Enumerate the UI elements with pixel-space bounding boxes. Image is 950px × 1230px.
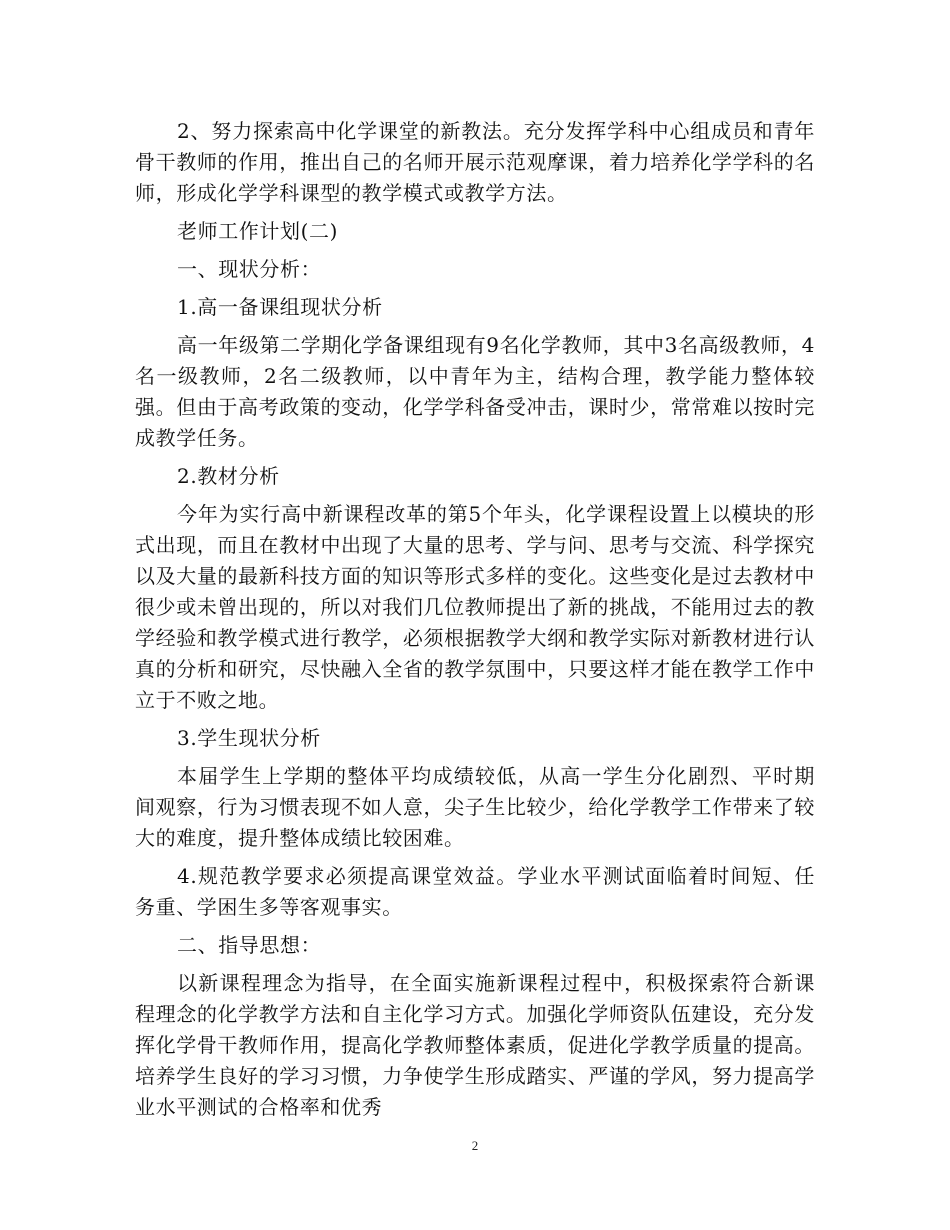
subheading-student-analysis: 3.学生现状分析 xyxy=(177,726,321,750)
subheading-textbook-analysis: 2.教材分析 xyxy=(177,464,280,488)
paragraph-guiding-ideology: 以新课程理念为指导，在全面实施新课程过程中，积极探索符合新课程理念的化学教学方法和自主化学习方式。加强化学师资队伍建设，充分发挥化学骨干教师作用，提高化学教师整体素质，促进化学教学质量的提高。培养学生良好的学习习惯，力争使学生形成踏实、严谨的学风，努力提高学业水平测试的合格率和优秀 xyxy=(135,971,815,1119)
paragraph-student-analysis: 本届学生上学期的整体平均成绩较低，从高一学生分化剧烈、平时期间观察，行为习惯表现不如人意，尖子生比较少，给化学教学工作带来了较大的难度，提升整体成绩比较困难。 xyxy=(135,764,815,850)
subheading-group-analysis: 1.高一备课组现状分析 xyxy=(177,295,383,319)
paragraph-group-analysis: 高一年级第二学期化学备课组现有9名化学教师，其中3名高级教师，4名一级教师，2名二级教师，以中青年为主，结构合理，教学能力整体较强。但由于高考政策的变动，化学学科备受冲击，课时少，常常难以按时完成教学任务。 xyxy=(135,333,815,450)
paragraph-teaching-requirements: 4.规范教学要求必须提高课堂效益。学业水平测试面临着时间短、任务重、学困生多等客观事实。 xyxy=(135,864,815,919)
document-body xyxy=(135,116,815,1130)
heading-situation-analysis: 一、现状分析： xyxy=(177,257,322,281)
section-title-plan-two: 老师工作计划(二) xyxy=(177,219,339,243)
page-number: 2 xyxy=(471,1138,479,1153)
paragraph-teaching-method: 2、努力探索高中化学课堂的新教法。充分发挥学科中心组成员和青年骨干教师的作用，推出自己的名师开展示范观摩课，着力培养化学学科的名师，形成化学学科课型的教学模式或教学方法。 xyxy=(135,119,815,205)
heading-guiding-ideology: 二、指导思想： xyxy=(177,933,322,957)
paragraph-textbook-analysis: 今年为实行高中新课程改革的第5个年头，化学课程设置上以模块的形式出现，而且在教材中出现了大量的思考、学与问、思考与交流、科学探究以及大量的最新科技方面的知识等形式多样的变化。这些变化是过去教材中很少或未曾出现的，所以对我们几位教师提出了新的挑战，不能用过去的教学经验和教学模式进行教学，必须根据教学大纲和教学实际对新教材进行认真的分析和研究，尽快融入全省的教学氛围中，只要这样才能在教学工作中立于不败之地。 xyxy=(135,502,815,712)
